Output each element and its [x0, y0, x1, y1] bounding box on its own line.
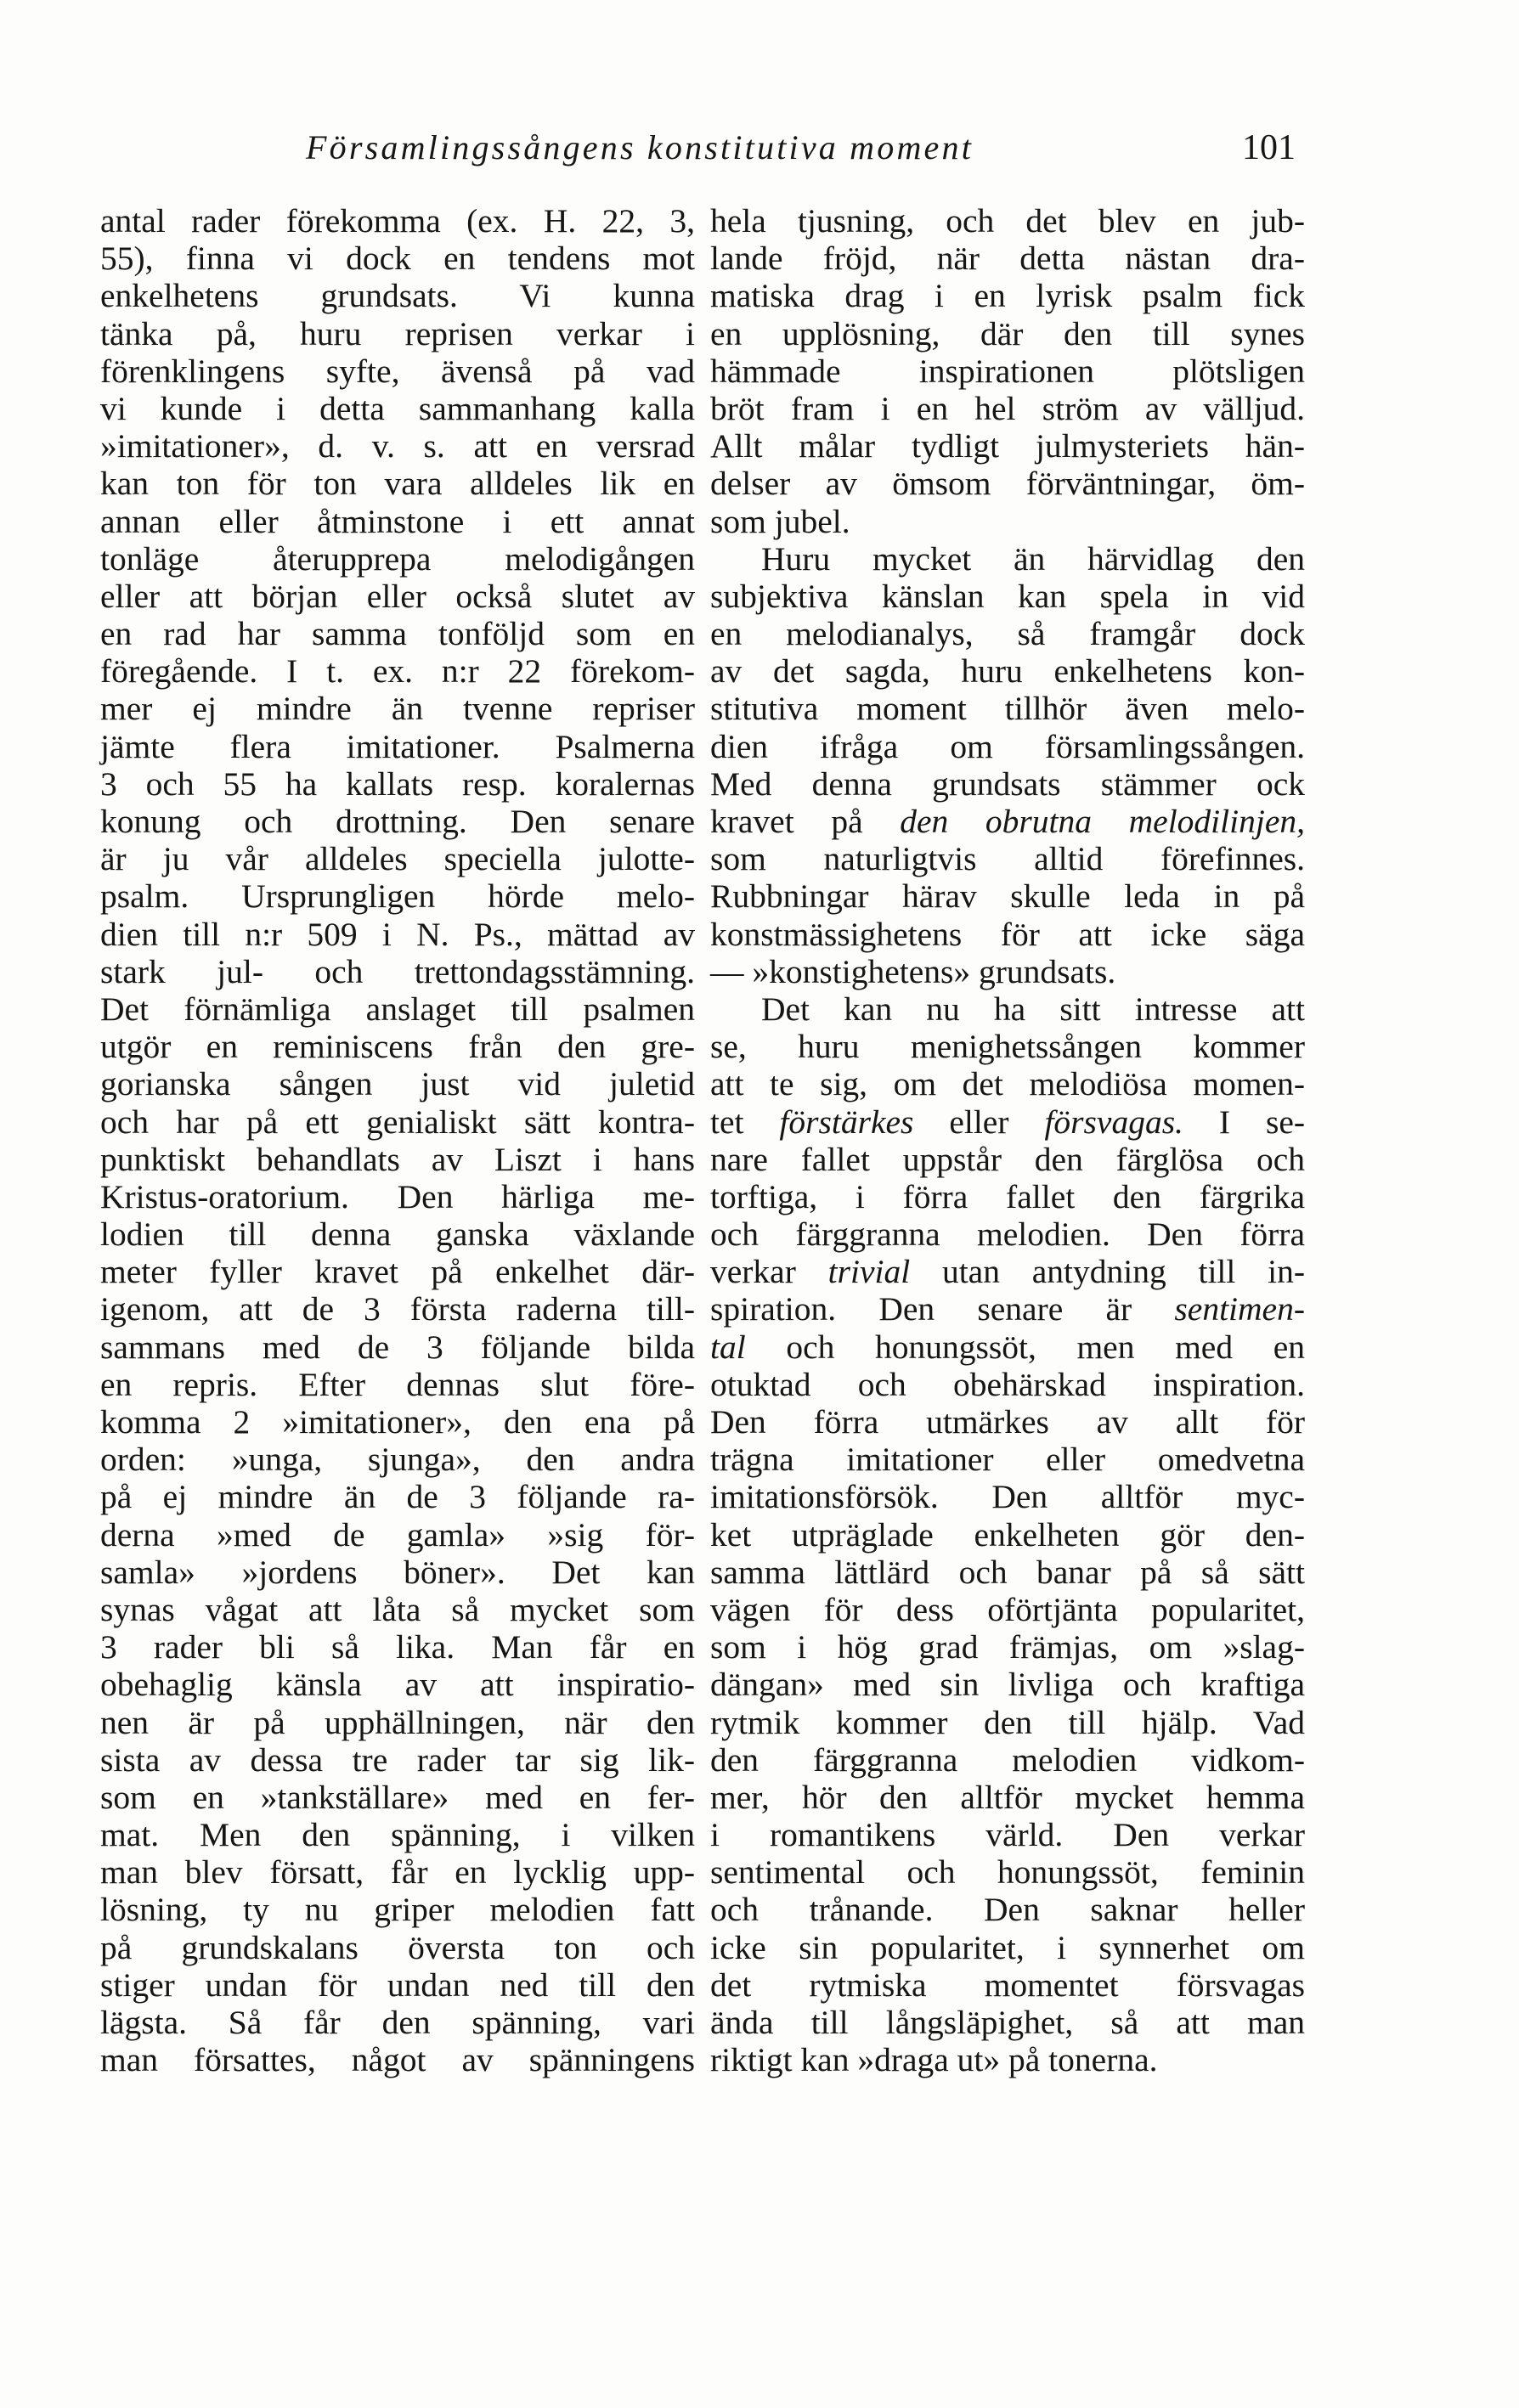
- text-line: att te sig, om det melodiösa momen-: [710, 1065, 1305, 1103]
- text-line: komma 2 »imitationer», den ena på: [100, 1403, 695, 1441]
- text-segment: tet: [710, 1102, 780, 1141]
- text-line: konstmässighetens för att icke säga: [710, 915, 1305, 953]
- text-line: trägna imitationer eller omedvetna: [710, 1441, 1305, 1479]
- text-segment: kravet på: [710, 803, 901, 840]
- text-line: rytmik kommer den till hjälp. Vad: [710, 1703, 1305, 1741]
- text-line: dien till n:r 509 i N. Ps., mättad av: [100, 915, 695, 953]
- italic-text: förstärkes: [779, 1102, 914, 1141]
- text-line: subjektiva känslan kan spela in vid: [710, 577, 1305, 615]
- text-line: som i hög grad främjas, om »slag-: [710, 1628, 1305, 1666]
- text-line: psalm. Ursprungligen hörde melo-: [100, 877, 695, 916]
- text-line: stark jul- och trettondagsstämning.: [100, 952, 695, 990]
- italic-text: försvagas.: [1044, 1102, 1183, 1141]
- text-line: Huru mycket än härvidlag den: [761, 539, 1305, 578]
- text-line: är ju vår alldeles speciella julotte-: [100, 840, 695, 878]
- text-line: lägsta. Så får den spänning, vari: [100, 2004, 695, 2041]
- text-line: på ej mindre än de 3 följande ra-: [100, 1478, 695, 1516]
- text-line: ket utpräglade enkelheten gör den-: [710, 1515, 1305, 1554]
- text-line: vägen för dess oförtjänta popularitet,: [710, 1590, 1305, 1628]
- text-line: 55), finna vi dock en tendens mot: [100, 240, 695, 278]
- text-line: eller att början eller också slutet av: [100, 577, 695, 615]
- text-line: Med denna grundsats stämmer ock: [710, 764, 1305, 803]
- text-line: en upplösning, där den till synes: [710, 314, 1305, 352]
- text-line: delser av ömsom förväntningar, öm-: [710, 465, 1305, 503]
- text-line: annan eller åtminstone i ett annat: [100, 502, 695, 540]
- text-line: [710, 803, 1305, 840]
- text-line: dängan» med sin livliga och kraftiga: [710, 1666, 1305, 1704]
- italic-text: tal: [710, 1328, 746, 1366]
- text-line: stiger undan för undan ned till den: [100, 1965, 695, 2004]
- text-line: derna »med de gamla» »sig för-: [100, 1515, 695, 1554]
- text-line: föregående. I t. ex. n:r 22 förekom-: [100, 652, 695, 691]
- text-segment: och honungssöt, men med en: [745, 1328, 1305, 1366]
- text-line: Allt målar tydligt julmysteriets hän-: [710, 427, 1305, 465]
- text-line: kan ton för ton vara alldeles lik en: [100, 465, 695, 503]
- text-line: vi kunde i detta sammanhang kalla: [100, 389, 695, 427]
- text-line: Det förnämliga anslaget till psalmen: [100, 990, 695, 1028]
- text-line: hämmade inspirationen plötsligen: [710, 352, 1305, 390]
- text-line: antal rader förekomma (ex. H. 22, 3,: [100, 202, 695, 240]
- text-line: ända till långsläpighet, så att man: [710, 2004, 1305, 2041]
- text-line: gorianska sången just vid juletid: [100, 1065, 695, 1103]
- text-line: och färggranna melodien. Den förra: [710, 1215, 1305, 1254]
- text-line: orden: »unga, sjunga», den andra: [100, 1441, 695, 1479]
- text-line: punktiskt behandlats av Liszt i hans: [100, 1140, 695, 1178]
- text-line: [710, 1290, 1305, 1328]
- page-number: 101: [1242, 128, 1296, 167]
- text-line: en rad har samma tonföljd som en: [100, 615, 695, 653]
- text-line: imitationsförsök. Den alltför myc-: [710, 1478, 1305, 1516]
- text-line: obehaglig känsla av att inspiratio-: [100, 1666, 695, 1704]
- text-line: igenom, att de 3 första raderna till-: [100, 1290, 695, 1328]
- text-line: Det kan nu ha sitt intresse att: [761, 990, 1305, 1028]
- text-line: den färggranna melodien vidkom-: [710, 1740, 1305, 1779]
- text-line: 3 rader bli så lika. Man får en: [100, 1628, 695, 1666]
- running-title: Församlingssångens konstitutiva moment: [306, 128, 974, 166]
- text-line: Rubbningar härav skulle leda in på: [710, 877, 1305, 916]
- text-line: meter fyller kravet på enkelhet där-: [100, 1253, 695, 1291]
- text-line: och trånande. Den saknar heller: [710, 1891, 1305, 1929]
- text-segment: I se-: [1183, 1102, 1305, 1141]
- italic-text: sentimen-: [1174, 1290, 1305, 1328]
- text-line: icke sin popularitet, i synnerhet om: [710, 1928, 1305, 1966]
- text-line: som jubel.: [710, 502, 850, 540]
- text-line: man försattes, något av spänningens: [100, 2041, 695, 2079]
- text-segment: verkar: [710, 1253, 828, 1291]
- text-line: synas vågat att låta så mycket som: [100, 1590, 695, 1628]
- text-line: Kristus-oratorium. Den härliga me-: [100, 1177, 695, 1215]
- text-line: mer ej mindre än tvenne repriser: [100, 690, 695, 728]
- text-line: man blev försatt, får en lycklig upp-: [100, 1853, 695, 1892]
- text-line: lodien till denna ganska växlande: [100, 1215, 695, 1254]
- text-line: bröt fram i en hel ström av välljud.: [710, 389, 1305, 427]
- text-line: som naturligtvis alltid förefinnes.: [710, 840, 1305, 878]
- text-line: [710, 1253, 1305, 1290]
- text-line: i romantikens värld. Den verkar: [710, 1816, 1305, 1854]
- text-line: mer, hör den alltför mycket hemma: [710, 1778, 1305, 1816]
- text-line: tonläge återupprepa melodigången: [100, 539, 695, 578]
- text-line: sammans med de 3 följande bilda: [100, 1328, 695, 1366]
- italic-text: den obrutna melodilinjen,: [900, 803, 1305, 840]
- text-line: tänka på, huru reprisen verkar i: [100, 314, 695, 352]
- text-line: och har på ett genialiskt sätt kontra-: [100, 1102, 695, 1141]
- text-line: nen är på upphällningen, när den: [100, 1703, 695, 1741]
- text-segment: spiration. Den senare är: [710, 1290, 1175, 1328]
- text-line: [710, 1103, 1305, 1141]
- text-line: samla» »jordens böner». Det kan: [100, 1553, 695, 1591]
- text-line: matiska drag i en lyrisk psalm fick: [710, 277, 1305, 315]
- text-line: en repris. Efter dennas slut före-: [100, 1365, 695, 1403]
- left-column: [100, 202, 695, 2078]
- text-line: på grundskalans översta ton och: [100, 1928, 695, 1966]
- text-line: som en »tankställare» med en fer-: [100, 1778, 695, 1816]
- text-line: mat. Men den spänning, i vilken: [100, 1816, 695, 1854]
- text-line: lösning, ty nu griper melodien fatt: [100, 1891, 695, 1929]
- text-line: riktigt kan »draga ut» på tonerna.: [710, 2041, 1158, 2079]
- text-line: en melodianalys, så framgår dock: [710, 615, 1305, 653]
- text-line: det rytmiska momentet försvagas: [710, 1965, 1305, 2004]
- right-column: [710, 202, 1305, 2078]
- text-line: otuktad och obehärskad inspiration.: [710, 1365, 1305, 1403]
- text-line: sista av dessa tre rader tar sig lik-: [100, 1740, 695, 1779]
- text-line: lande fröjd, när detta nästan dra-: [710, 240, 1305, 278]
- text-line: enkelhetens grundsats. Vi kunna: [100, 277, 695, 315]
- text-line: utgör en reminiscens från den gre-: [100, 1028, 695, 1066]
- text-line: samma lättlärd och banar på så sätt: [710, 1553, 1305, 1591]
- text-line: — »konstighetens» grundsats.: [710, 952, 1116, 990]
- text-line: förenklingens syfte, ävenså på vad: [100, 352, 695, 390]
- text-line: se, huru menighetssången kommer: [710, 1028, 1305, 1066]
- text-line: nare fallet uppstår den färglösa och: [710, 1140, 1305, 1178]
- text-segment: eller: [913, 1102, 1045, 1141]
- text-segment: utan antydning till in-: [910, 1253, 1306, 1291]
- text-line: torftiga, i förra fallet den färgrika: [710, 1177, 1305, 1215]
- text-line: [710, 1328, 1305, 1366]
- text-line: sentimental och honungssöt, feminin: [710, 1853, 1305, 1892]
- text-line: hela tjusning, och det blev en jub-: [710, 202, 1305, 240]
- text-line: stitutiva moment tillhör även melo-: [710, 690, 1305, 728]
- text-line: dien ifråga om församlingssången.: [710, 727, 1305, 765]
- italic-text: trivial: [827, 1253, 911, 1291]
- text-line: 3 och 55 ha kallats resp. koralernas: [100, 764, 695, 803]
- text-line: »imitationer», d. v. s. att en versrad: [100, 427, 695, 465]
- text-line: konung och drottning. Den senare: [100, 803, 695, 840]
- text-line: jämte flera imitationer. Psalmerna: [100, 727, 695, 765]
- text-line: av det sagda, huru enkelhetens kon-: [710, 652, 1305, 691]
- text-line: Den förra utmärkes av allt för: [710, 1403, 1305, 1441]
